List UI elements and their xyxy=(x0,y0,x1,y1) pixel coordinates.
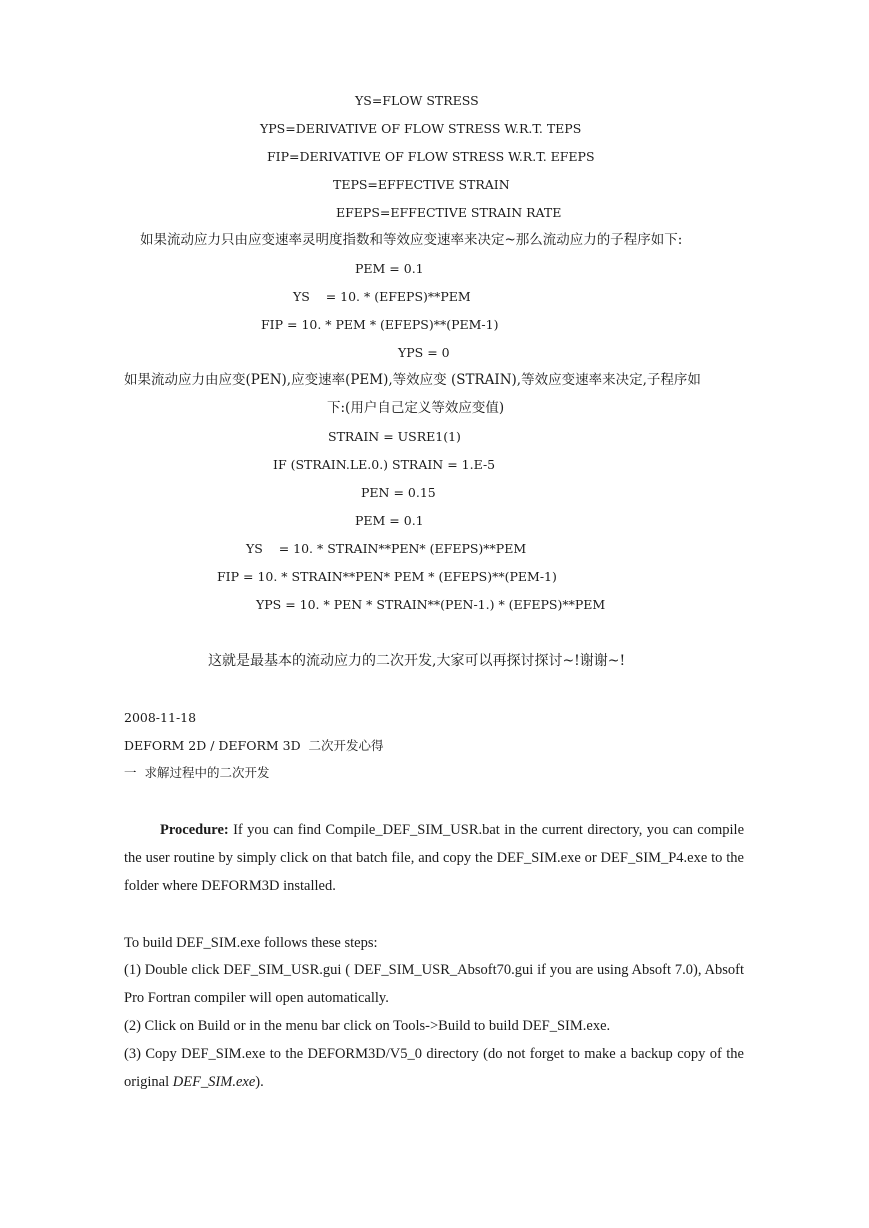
code-line: PEN = 0.15 xyxy=(361,485,436,500)
code-line: YPS = 10. * PEN * STRAIN**(PEN-1.) * (EFEPS)**PEM xyxy=(256,597,606,612)
section-heading: DEFORM 2D / DEFORM 3D 二次开发心得 xyxy=(124,738,384,753)
intro-text: 下:(用户自己定义等效应变值) xyxy=(327,400,505,416)
code-line: PEM = 0.1 xyxy=(355,261,424,276)
intro-text: 如果流动应力只由应变速率灵明度指数和等效应变速率来决定~那么流动应力的子程序如下: xyxy=(140,232,683,248)
code-line: FIP=DERIVATIVE OF FLOW STRESS W.R.T. EFEPS xyxy=(267,149,595,164)
step-text: (3) Copy DEF_SIM.exe to the DEFORM3D/V5_0 directory (do not forget to make a backup copy of the original xyxy=(124,1046,744,1090)
step-emphasis: DEF_SIM.exe xyxy=(172,1074,256,1090)
procedure-label: Procedure: xyxy=(160,822,229,838)
steps-title: To build DEF_SIM.exe follows these steps: xyxy=(124,935,378,951)
step-item: (1) Double click DEF_SIM_USR.gui ( DEF_SIM_USR_Absoft70.gui if you are using Absoft 7.0), Absoft Pro Fortran compiler will open automatically. xyxy=(124,962,744,1006)
code-line: YPS=DERIVATIVE OF FLOW STRESS W.R.T. TEPS xyxy=(260,121,582,136)
closing-text: 这就是最基本的流动应力的二次开发,大家可以再探讨探讨~!谢谢~! xyxy=(208,653,626,669)
code-line: PEM = 0.1 xyxy=(355,513,424,528)
code-line: STRAIN = USRE1(1) xyxy=(328,429,461,444)
code-line: IF (STRAIN.LE.0.) STRAIN = 1.E-5 xyxy=(273,457,496,472)
intro-text: 如果流动应力由应变(PEN),应变速率(PEM),等效应变 (STRAIN),等效应变速率来决定,子程序如 xyxy=(124,372,701,388)
code-line: FIP = 10. * STRAIN**PEN* PEM * (EFEPS)**(PEM-1) xyxy=(217,569,557,584)
code-line: YPS = 0 xyxy=(398,345,450,360)
code-line: TEPS=EFFECTIVE STRAIN xyxy=(333,177,510,192)
code-line: YS=FLOW STRESS xyxy=(355,93,479,108)
step-text: ). xyxy=(255,1074,264,1090)
procedure-paragraph xyxy=(124,816,744,900)
date: 2008-11-18 xyxy=(124,710,197,725)
code-line: FIP = 10. * PEM * (EFEPS)**(PEM-1) xyxy=(261,317,499,332)
procedure-text: If you can find Compile_DEF_SIM_USR.bat in the current directory, you can compile the user routine by simply click on that batch file, and copy the DEF_SIM.exe or DEF_SIM_P4.exe to the folder where DEFORM3D installed. xyxy=(124,822,744,894)
step-item xyxy=(124,1040,744,1096)
section-subheading: 一 求解过程中的二次开发 xyxy=(124,765,270,780)
step-item: (2) Click on Build or in the menu bar click on Tools->Build to build DEF_SIM.exe. xyxy=(124,1018,611,1034)
code-line: YS = 10. * (EFEPS)**PEM xyxy=(293,289,471,304)
code-line: EFEPS=EFFECTIVE STRAIN RATE xyxy=(336,205,562,220)
code-line: YS = 10. * STRAIN**PEN* (EFEPS)**PEM xyxy=(246,541,527,556)
